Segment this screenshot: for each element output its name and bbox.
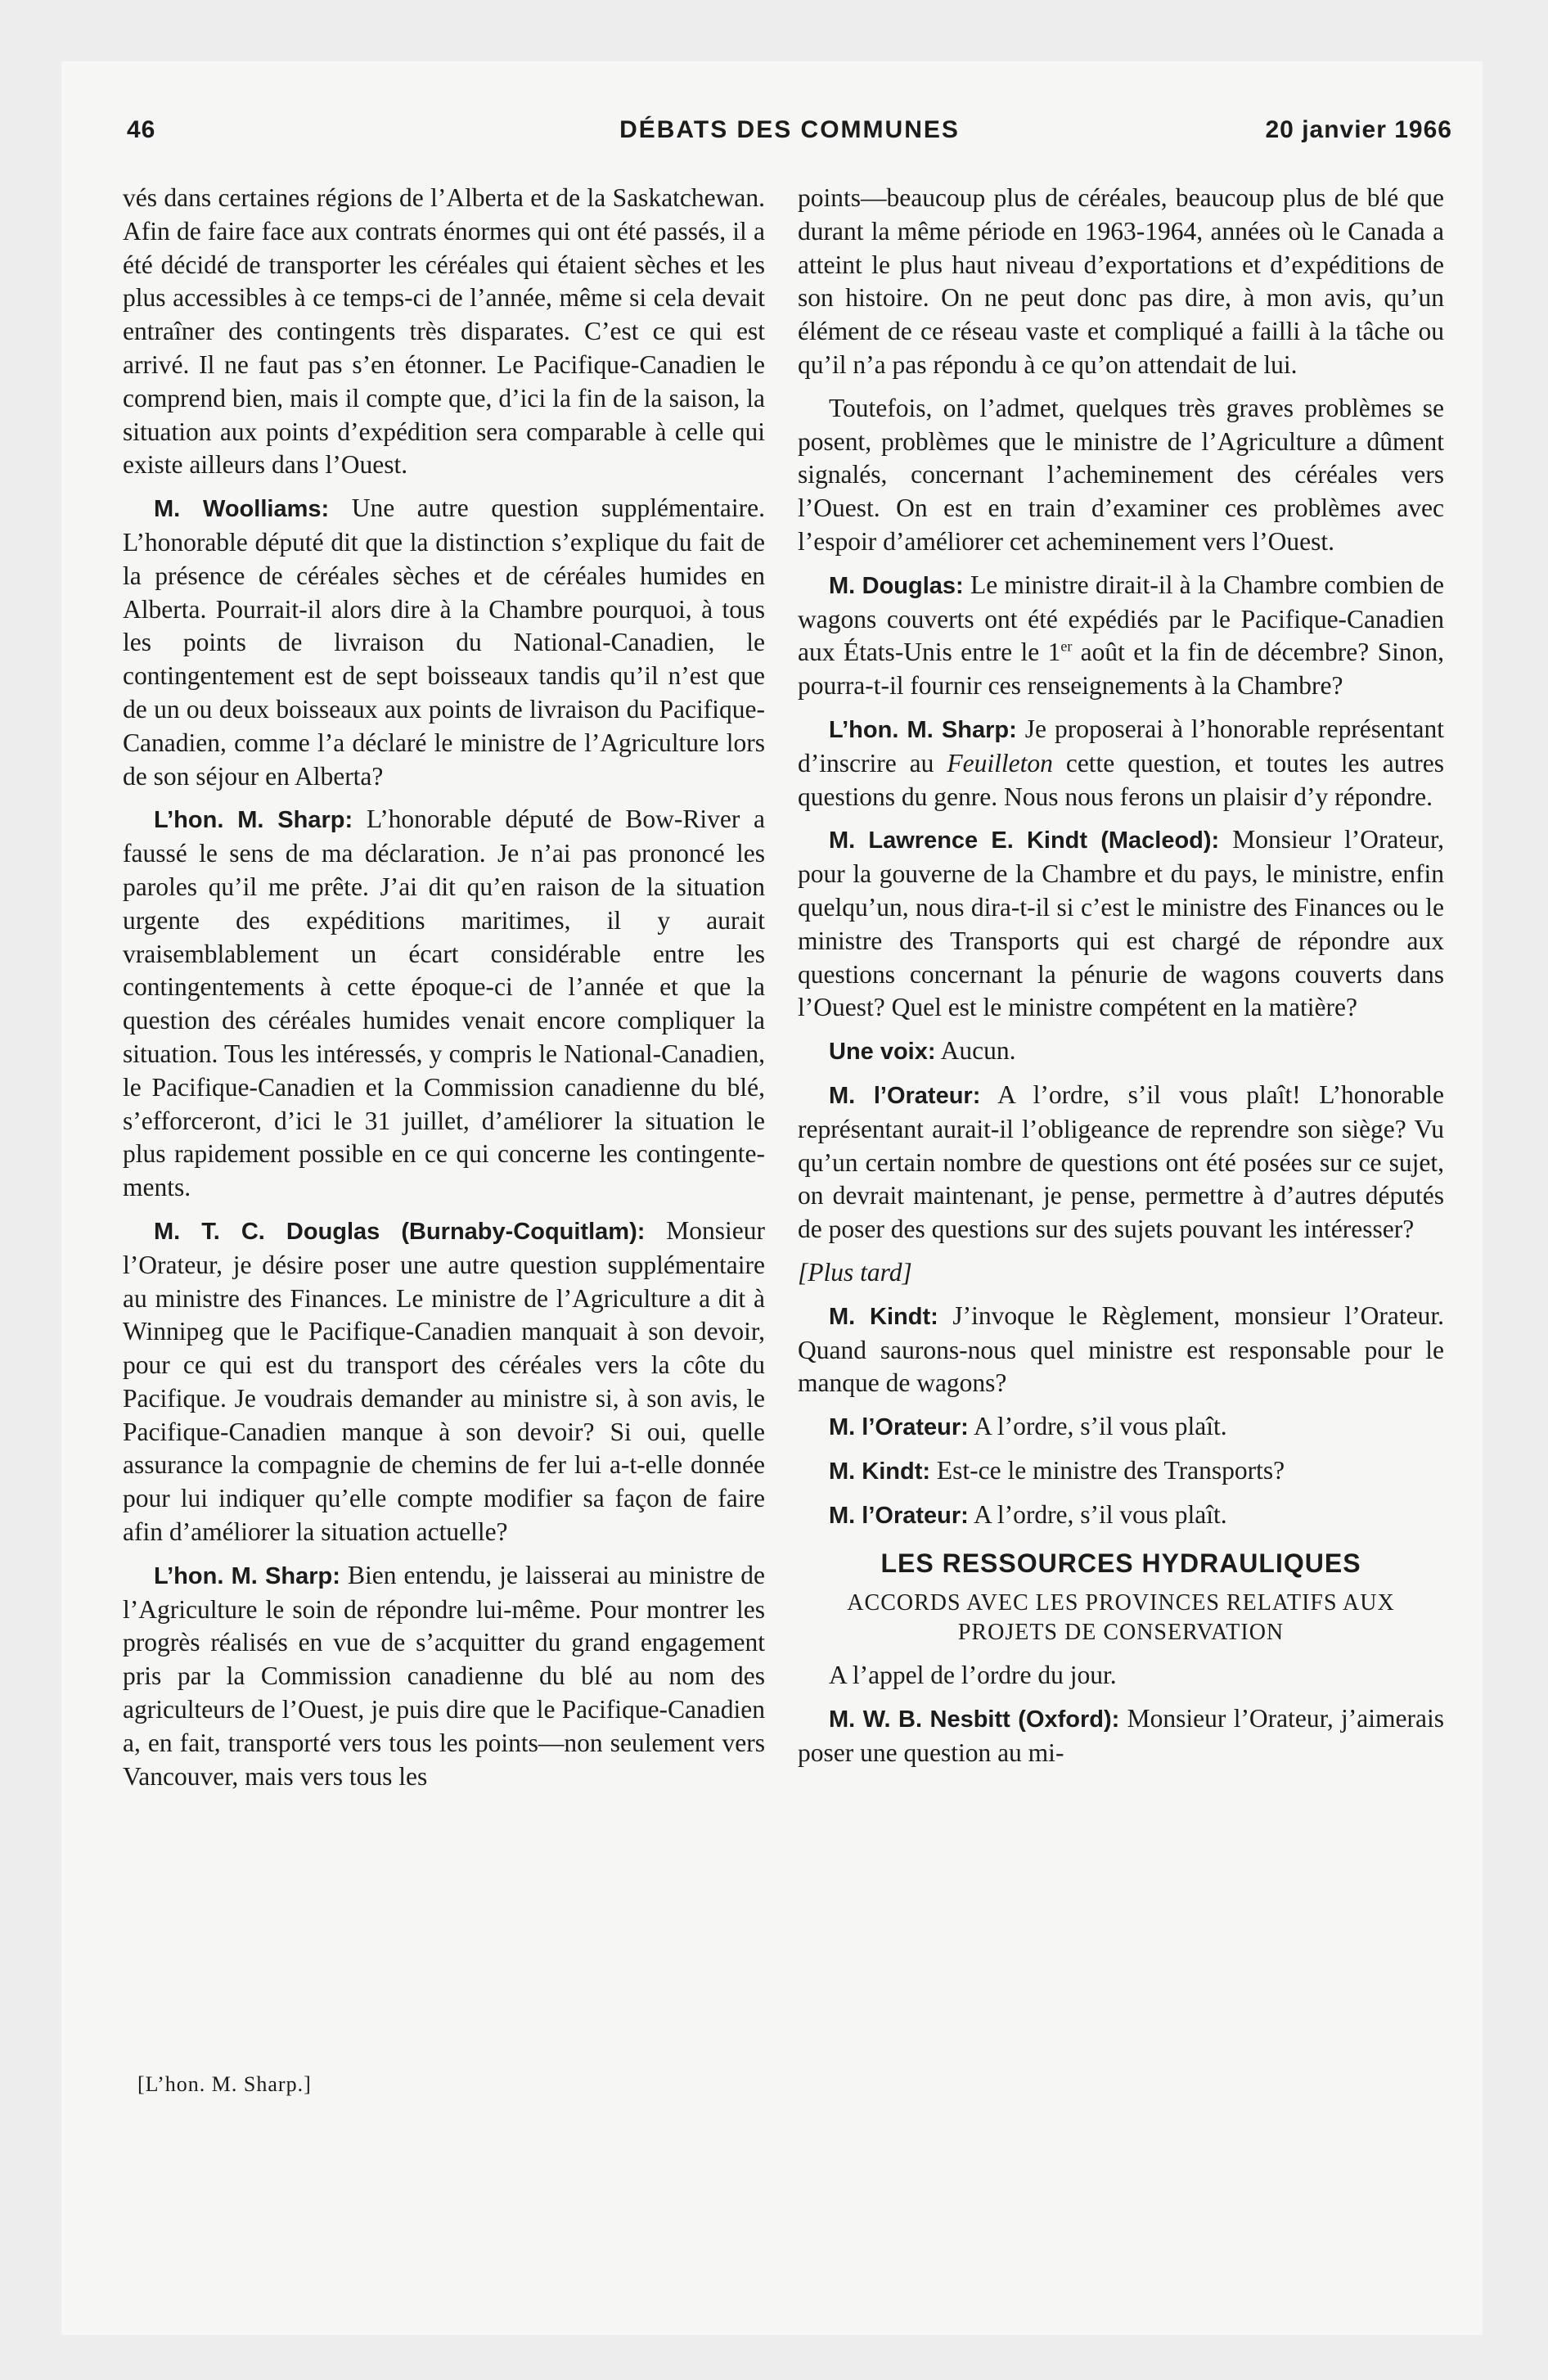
page-title: DÉBATS DES COMMUNES bbox=[619, 116, 960, 143]
speaker-name: M. l’Orateur: bbox=[829, 1082, 981, 1109]
speech bbox=[798, 1702, 1444, 1770]
speech bbox=[798, 1079, 1444, 1246]
page-number: 46 bbox=[127, 116, 156, 143]
speech-text: Monsieur l’Orateur, j’aimerais poser une question au mi- bbox=[798, 1704, 1444, 1767]
speech bbox=[798, 1034, 1444, 1069]
speech bbox=[798, 1410, 1444, 1445]
speech-text: A l’ordre, s’il vous plaît. bbox=[973, 1499, 1227, 1529]
speaker-name: L’hon. M. Sharp: bbox=[154, 807, 353, 834]
speech bbox=[798, 1300, 1444, 1400]
speaker-name: M. Lawrence E. Kindt (Macleod): bbox=[829, 827, 1220, 854]
speech-text: Aucun. bbox=[940, 1036, 1016, 1066]
speaker-name: M. Kindt: bbox=[829, 1303, 938, 1330]
speech bbox=[123, 803, 765, 1205]
superscript: er bbox=[1060, 638, 1073, 655]
speech-text: Monsieur l’Orateur, pour la gouverne de la Chambre et du pays, le ministre, enfin quelqu’un, nous dira-t-il si c’est le ministre des Finances ou le ministre des Transports qui est chargé de répondre aux questions concernant la pénurie de wagons couverts dans l’Ouest? Quel est le ministre compétent en la matière? bbox=[798, 825, 1445, 1022]
speech-text: Bien entendu, je laisserai au ministre de l’Agriculture le soin de répondre lui-même. Pour montrer les progrès réalisés en vue de s’acquitter du grand engagement pris par la Commission canadienne du blé au nom des agriculteurs de l’Ouest, je puis dire que le Pacifique-Canadien a, en fait, transporté vers tous les points—non seulement vers Vancouver, mais vers tous les bbox=[123, 1560, 766, 1791]
speech-text: L’honorable député de Bow-River a faussé le sens de ma déclaration. Je n’ai pas prononcé les paroles qu’il me prête. J’ai dit qu’en raison de la situation urgente des expéditions maritimes, il y aurait vraisemblablement un écart considérable entre les contingentements à cette époque-ci de l’année et que la question des céréales humides venait encore compliquer la situation. Tous les intéressés, y compris le National-Canadien, le Pacifique-Canadien et la Commission canadienne du blé, s’efforceront, d’ici le 31 juillet, d’améliorer la situation le plus rapidement possible en ce qui concerne les contingentements. bbox=[123, 805, 766, 1202]
speech-text: J’invoque le Règlement, monsieur l’Orateur. Quand saurons-nous quel ministre est responsable pour le manque de wagons? bbox=[798, 1300, 1444, 1398]
speech bbox=[798, 823, 1444, 1025]
left-column bbox=[123, 182, 765, 1803]
later-marker: [Plus tard] bbox=[798, 1257, 912, 1287]
speech-text: A l’ordre, s’il vous plaît! L’honorable représentant aurait-il l’obligeance de reprendre son siège? Vu qu’un certain nombre de questions ont été posées sur ce sujet, on devrait maintenant, je pense, permettre à d’autres députés de poser des questions sur des sujets pouvant les intéresser? bbox=[798, 1080, 1444, 1244]
paragraph: vés dans certaines régions de l’Alberta et de la Saskatchewan. Afin de faire face aux contrats énormes qui ont été passés, il a été décidé de transporter les céréales qui étaient sèches et les plus accessibles à ce temps-ci de l’année, même si cela devait entraîner des contingents très disparates. C’est ce qui est arrivé. Il ne faut pas s’en étonner. Le Pacifique-Canadien le comprend bien, mais il compte que, d’ici la fin de la saison, la situation aux points d’expédition sera comparable à celle qui existe ailleurs dans l’Ouest. bbox=[123, 183, 765, 480]
speech bbox=[798, 569, 1444, 703]
speaker-name: M. Douglas: bbox=[829, 572, 964, 599]
speech-text: août et la fin de décembre? Sinon, pourra-t-il fournir ces renseignements à la Chambre? bbox=[798, 638, 1445, 701]
speech-text: Le ministre dirait-il à la Chambre combien de wagons couverts ont été expédiés par le Pacifique-Canadien aux États-Unis entre le 1 bbox=[798, 570, 1444, 667]
speech bbox=[123, 1559, 765, 1794]
speech bbox=[798, 1499, 1444, 1533]
speech bbox=[798, 1454, 1444, 1489]
speech-text: Monsieur l’Orateur, je désire poser une autre question supplémentaire au ministre des Finances. Le ministre de l’Agriculture a dit à Winnipeg que le Pacifique-Canadien manquait à son devoir, pour ce qui est du transport des céréales vers la côte du Pacifique. Je voudrais demander au ministre si, à son avis, le Pacifique-Canadien manque à son devoir? Si oui, quelle assurance la compagnie de chemins de fer lui a-t-elle donnée pour lui indiquer qu’elle compte modifier sa façon de faire afin d’améliorer la situation actuelle? bbox=[123, 1215, 766, 1547]
page-header bbox=[127, 116, 1452, 154]
speaker-name: M. T. C. Douglas (Burnaby-Coquitlam): bbox=[154, 1218, 646, 1245]
speech-text: Est-ce le ministre des Transports? bbox=[936, 1455, 1285, 1485]
footer-attribution: [L’hon. M. Sharp.] bbox=[137, 2072, 312, 2096]
speech-text: cette question, et toutes les autres questions du genre. Nous nous ferons un plaisir d’y répondre. bbox=[798, 748, 1444, 811]
paragraph: points—beaucoup plus de céréales, beaucoup plus de blé que durant la même période en 1963-1964, années où le Canada a atteint le plus haut niveau d’exportations et d’expéditions de son histoire. On ne peut donc pas dire, à mon avis, qu’un élément de ce réseau vaste et compliqué a failli à la tâche ou qu’il n’a pas répondu à ce qu’on attendait de lui. bbox=[798, 183, 1444, 379]
speech-text: Une autre question supplémentaire. L’honorable député dit que la distinction s’explique du fait de la présence de céréales sèches et de céréales humides en Alberta. Pourrait-il alors dire à la Chambre pourquoi, à tous les points de livraison du National-Canadien, le contingentement est de sept boisseaux tandis qu’il n’est que de un ou deux boisseaux aux points de livraison du Pacifique-Canadien, comme l’a déclaré le ministre de l’Agriculture lors de son séjour en Alberta? bbox=[123, 494, 765, 791]
speech bbox=[123, 492, 765, 793]
speaker-name: M. l’Orateur: bbox=[829, 1414, 969, 1441]
section-heading: LES RESSOURCES HYDRAULIQUES bbox=[880, 1548, 1361, 1579]
speaker-name: M. W. B. Nesbitt (Oxford): bbox=[829, 1706, 1120, 1733]
speaker-name: L’hon. M. Sharp: bbox=[154, 1562, 340, 1589]
speaker-name: Une voix: bbox=[829, 1039, 936, 1066]
speaker-name: M. Kindt: bbox=[829, 1458, 931, 1485]
page-date: 20 janvier 1966 bbox=[1265, 116, 1452, 143]
right-column bbox=[798, 182, 1444, 1780]
speaker-name: L’hon. M. Sharp: bbox=[829, 716, 1017, 743]
speech bbox=[798, 713, 1444, 814]
speaker-name: M. Woolliams: bbox=[154, 496, 330, 523]
speech-text: Je proposerai à l’honorable représentant d’inscrire au bbox=[798, 714, 1445, 778]
speech bbox=[123, 1215, 765, 1549]
paragraph: Toutefois, on l’admet, quelques très graves problèmes se posent, problèmes que le ministre de l’Agriculture a dûment signalés, concernant l’acheminement des céréales vers l’Ouest. On est en train d’examiner ces problèmes avec l’espoir d’améliorer cet acheminement vers l’Ouest. bbox=[798, 393, 1444, 556]
subsection-heading: ACCORDS AVEC LES PROVINCES RELATIFS AUX PROJETS DE CONSERVATION bbox=[847, 1590, 1395, 1646]
speaker-name: M. l’Orateur: bbox=[829, 1502, 969, 1529]
speech-text: A l’ordre, s’il vous plaît. bbox=[973, 1412, 1227, 1441]
paragraph: A l’appel de l’ordre du jour. bbox=[829, 1661, 1117, 1690]
italic-text: Feuilleton bbox=[947, 748, 1053, 778]
